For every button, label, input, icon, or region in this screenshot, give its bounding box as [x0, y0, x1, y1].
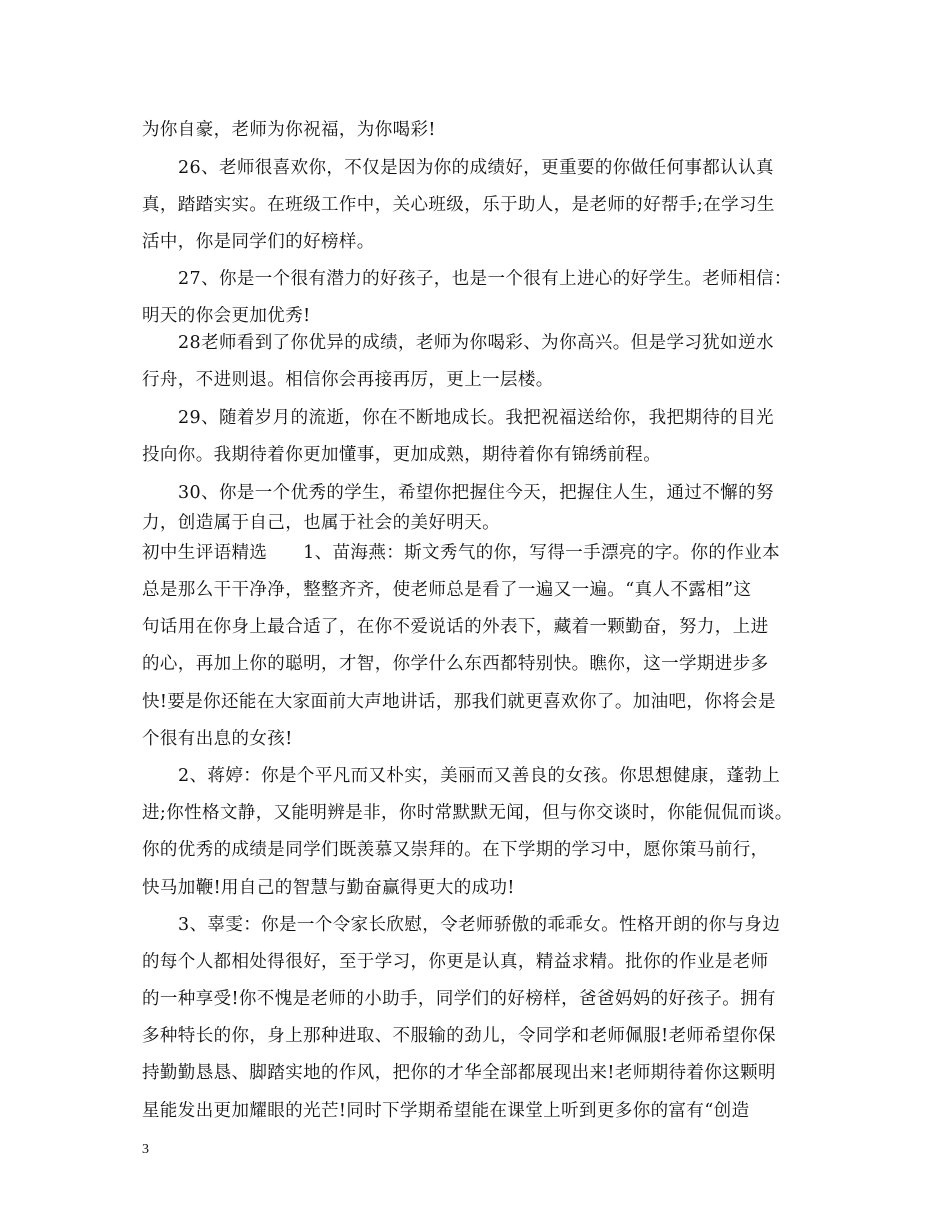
text-line: 27、你是一个很有潜力的好孩子，也是一个很有上进心的好学生。老师相信：: [178, 269, 792, 289]
page-number: 3: [142, 1142, 149, 1157]
text-line: 总是那么干干净净，整整齐齐，使老师总是看了一遍又一遍。“真人不露相”这: [142, 580, 752, 600]
text-line: 的心，再加上你的聪明，才智，你学什么东西都特别快。瞧你，这一学期进步多: [142, 654, 769, 674]
text-line: 28老师看到了你优异的成绩，老师为你喝彩、为你高兴。但是学习犹如逆水: [178, 333, 774, 353]
text-line: 投向你。我期待着你更加懂事，更加成熟，期待着你有锦绣前程。: [142, 445, 662, 465]
text-line: 持勤勤恳恳、脚踏实地的作风，把你的才华全部都展现出来!老师期待着你这颗明: [142, 1063, 776, 1083]
text-line: 为你自豪，老师为你祝福，为你喝彩!: [142, 120, 436, 140]
text-line: 2、蒋婷：你是个平凡而又朴实，美丽而又善良的女孩。你思想健康，蓬勃上: [178, 766, 781, 786]
text-line: 句话用在你身上最合适了，在你不爱说话的外表下，藏着一颗勤奋，努力，上进: [142, 617, 769, 637]
text-line: 快马加鞭!用自己的智慧与勤奋赢得更大的成功!: [142, 878, 515, 898]
text-line: 明天的你会更加优秀!: [142, 306, 311, 326]
text-line: 初中生评语精选 1、苗海燕：斯文秀气的你，写得一手漂亮的字。你的作业本: [142, 543, 781, 563]
text-line: 个很有出息的女孩!: [142, 729, 293, 749]
text-line: 29、随着岁月的流逝，你在不断地成长。我把祝福送给你，我把期待的目光: [178, 408, 774, 428]
text-line: 星能发出更加耀眼的光芒!同时下学期希望能在课堂上听到更多你的富有“创造: [142, 1101, 750, 1121]
text-line: 行舟，不进则退。相信你会再接再厉，更上一层楼。: [142, 370, 554, 390]
text-line: 30、你是一个优秀的学生，希望你把握住今天，把握住人生，通过不懈的努: [178, 483, 774, 503]
text-line: 3、辜雯：你是一个令家长欣慰，令老师骄傲的乖乖女。性格开朗的你与身边: [178, 915, 781, 935]
text-line: 力，创造属于自己，也属于社会的美好明天。: [142, 513, 500, 533]
text-line: 快!要是你还能在大家面前大声地讲话，那我们就更喜欢你了。加油吧，你将会是: [142, 692, 776, 712]
text-line: 活中，你是同学们的好榜样。: [142, 232, 375, 252]
text-line: 的每个人都相处得很好，至于学习，你更是认真，精益求精。批你的作业是老师: [142, 952, 769, 972]
text-line: 多种特长的你，身上那种进取、不服输的劲儿，令同学和老师佩服!老师希望你保: [142, 1026, 776, 1046]
text-line: 真，踏踏实实。在班级工作中，关心班级，乐于助人，是老师的好帮手;在学习生: [142, 195, 775, 215]
text-line: 26、老师很喜欢你，不仅是因为你的成绩好，更重要的你做任何事都认认真: [178, 158, 774, 178]
text-line: 的一种享受!你不愧是老师的小助手，同学们的好榜样，爸爸妈妈的好孩子。拥有: [142, 989, 776, 1009]
text-line: 进;你性格文静，又能明辨是非，你时常默默无闻，但与你交谈时，你能侃侃而谈。: [142, 803, 793, 823]
text-line: 你的优秀的成绩是同学们既羡慕又崇拜的。在下学期的学习中，愿你策马前行，: [142, 840, 769, 860]
